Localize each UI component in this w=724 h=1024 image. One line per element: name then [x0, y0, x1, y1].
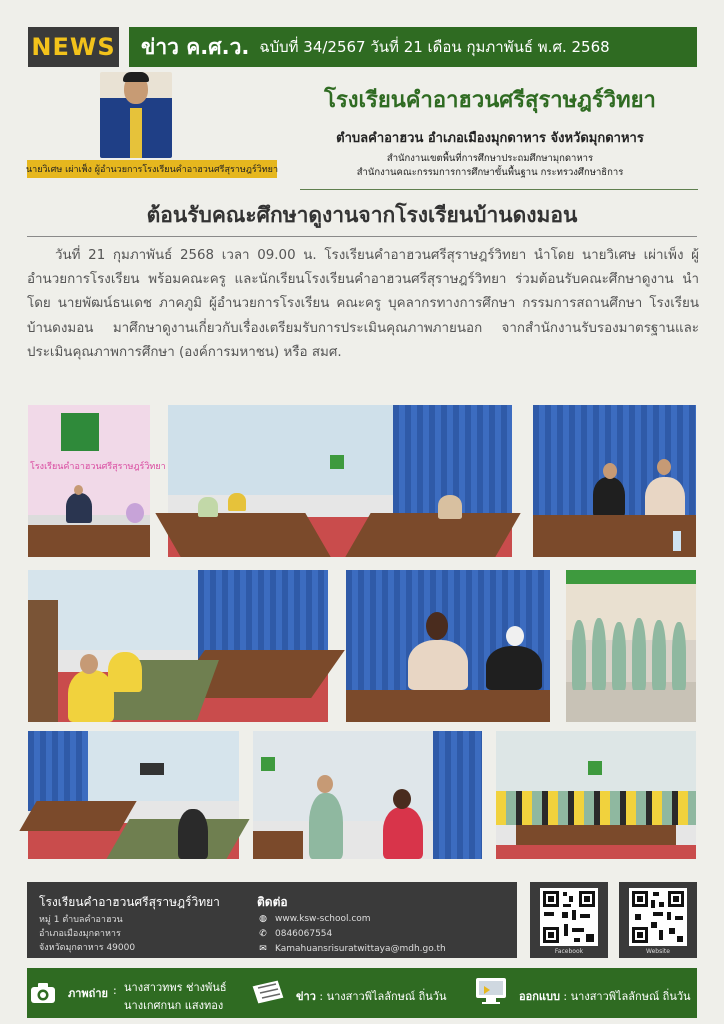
- news-credit: ข่าว : นางสาวพิไลลักษณ์ ถิ่นวัน: [296, 990, 447, 1003]
- footer-school-name: โรงเรียนคำอาฮวนศรีสุราษฎร์วิทยา: [39, 895, 220, 909]
- photo-credit-name-1: นางสาวทพร ช่างพันธ์: [124, 981, 227, 994]
- qr-website[interactable]: [619, 882, 697, 958]
- office-line-1: สำนักงานเขตพื้นที่การศึกษาประถมศึกษามุกดาหาร: [386, 153, 594, 164]
- director-caption: นายวิเศษ เผ่าเพ็ง ผู้อำนวยการโรงเรียนคำอาฮวนศรีสุราษฎร์วิทยา: [27, 160, 277, 178]
- school-name: โรงเรียนคำอาฮวนศรีสุราษฎร์วิทยา: [324, 87, 656, 113]
- contact-email[interactable]: [257, 944, 446, 954]
- issue-bar: [129, 27, 697, 67]
- qr-label: Website: [646, 948, 670, 955]
- footer-address-line: จังหวัดมุกดาหาร 49000: [39, 943, 136, 953]
- photo-6: [566, 570, 696, 722]
- photo-4: [28, 570, 328, 722]
- office-line-2: สำนักงานคณะกรรมการการศึกษาขั้นพื้นฐาน กระทรวงศึกษาธิการ: [356, 167, 624, 178]
- globe-icon: ◍: [259, 914, 267, 924]
- article-body: วันที่ 21 กุมภาพันธ์ 2568 เวลา 09.00 น. โรงเรียนคำอาฮวนศรีสุราษฎร์วิทยา นำโดย นายวิเศษ เผ่าเพ็ง ผู้อำนวยการโรงเรียน พร้อมคณะครู และนักเรียนโรงเรียนคำอาฮวนศรีสุราษฎร์วิทยา ร่วมต้อนรับคณะศึกษาดูงาน นำโดย นายพัฒน์ธนเดช ภาคภูมิ ผู้อำนวยการโรงเรียน คณะครู บุคลากรทางการศึกษา กรรมการสถานศึกษา โรงเรียนบ้านดงมอน มาศึกษาดูงานเกี่ยวกับเรื่องเตรียมรับการประเมินคุณภาพภายนอก จากสำนักงานรับรองมาตรฐานและประเมินคุณภาพการศึกษา (องค์การมหาชน) หรือ สมศ.: [27, 248, 699, 360]
- email-text[interactable]: Kamahuansrisuratwittaya@mdh.go.th: [275, 944, 446, 954]
- photo-credit-label: ภาพถ่าย: [68, 987, 108, 1000]
- qr-facebook[interactable]: [530, 882, 608, 958]
- footer-address-line: อำเภอเมืองมุกดาหาร: [39, 929, 121, 939]
- qr-code: [540, 888, 598, 946]
- headline-divider: [27, 236, 697, 237]
- qr-label: Facebook: [554, 948, 584, 955]
- photo-credit-colon: :: [113, 984, 117, 997]
- design-credit: ออกแบบ : นางสาวพิไลลักษณ์ ถิ่นวัน: [519, 990, 691, 1003]
- phone-text[interactable]: 0846067554: [275, 929, 333, 939]
- issue-title: ข่าว ค.ศ.ว.: [141, 34, 250, 59]
- contact-website[interactable]: [257, 914, 371, 924]
- school-address: ตำบลคำอาฮวน อำเภอเมืองมุกดาหาร จังหวัดมุกดาหาร: [336, 131, 644, 146]
- email-icon: ✉: [259, 944, 267, 954]
- divider: [300, 189, 698, 190]
- photo-8: [253, 731, 482, 859]
- qr-code: [629, 888, 687, 946]
- photo-7: [28, 731, 239, 859]
- photo-3: [533, 405, 696, 557]
- photo-9: [496, 731, 696, 859]
- design-icon: [474, 976, 510, 1010]
- phone-icon: ✆: [259, 929, 267, 939]
- photo-5: [346, 570, 550, 722]
- photo-2: [168, 405, 512, 557]
- camera-icon: [30, 982, 56, 1008]
- newspaper-icon: [250, 978, 286, 1010]
- news-badge: NEWS: [28, 27, 119, 67]
- contact-phone[interactable]: [257, 929, 332, 939]
- website-text[interactable]: www.ksw-school.com: [275, 914, 371, 924]
- footer-address-line: หมู่ 1 ตำบลคำอาฮวน: [39, 915, 123, 925]
- article-headline: ต้อนรับคณะศึกษาดูงานจากโรงเรียนบ้านดงมอน: [146, 202, 578, 227]
- photo-1: โรงเรียนคำอาฮวนศรีสุราษฎร์วิทยา: [28, 405, 150, 557]
- photo-credit-name-2: นางเกศกนก แสงทอง: [124, 999, 224, 1012]
- contact-title: ติดต่อ: [257, 895, 288, 909]
- issue-info: ฉบับที่ 34/2567 วันที่ 21 เดือน กุมภาพันธ์ พ.ศ. 2568: [259, 38, 610, 56]
- director-photo: [100, 72, 172, 158]
